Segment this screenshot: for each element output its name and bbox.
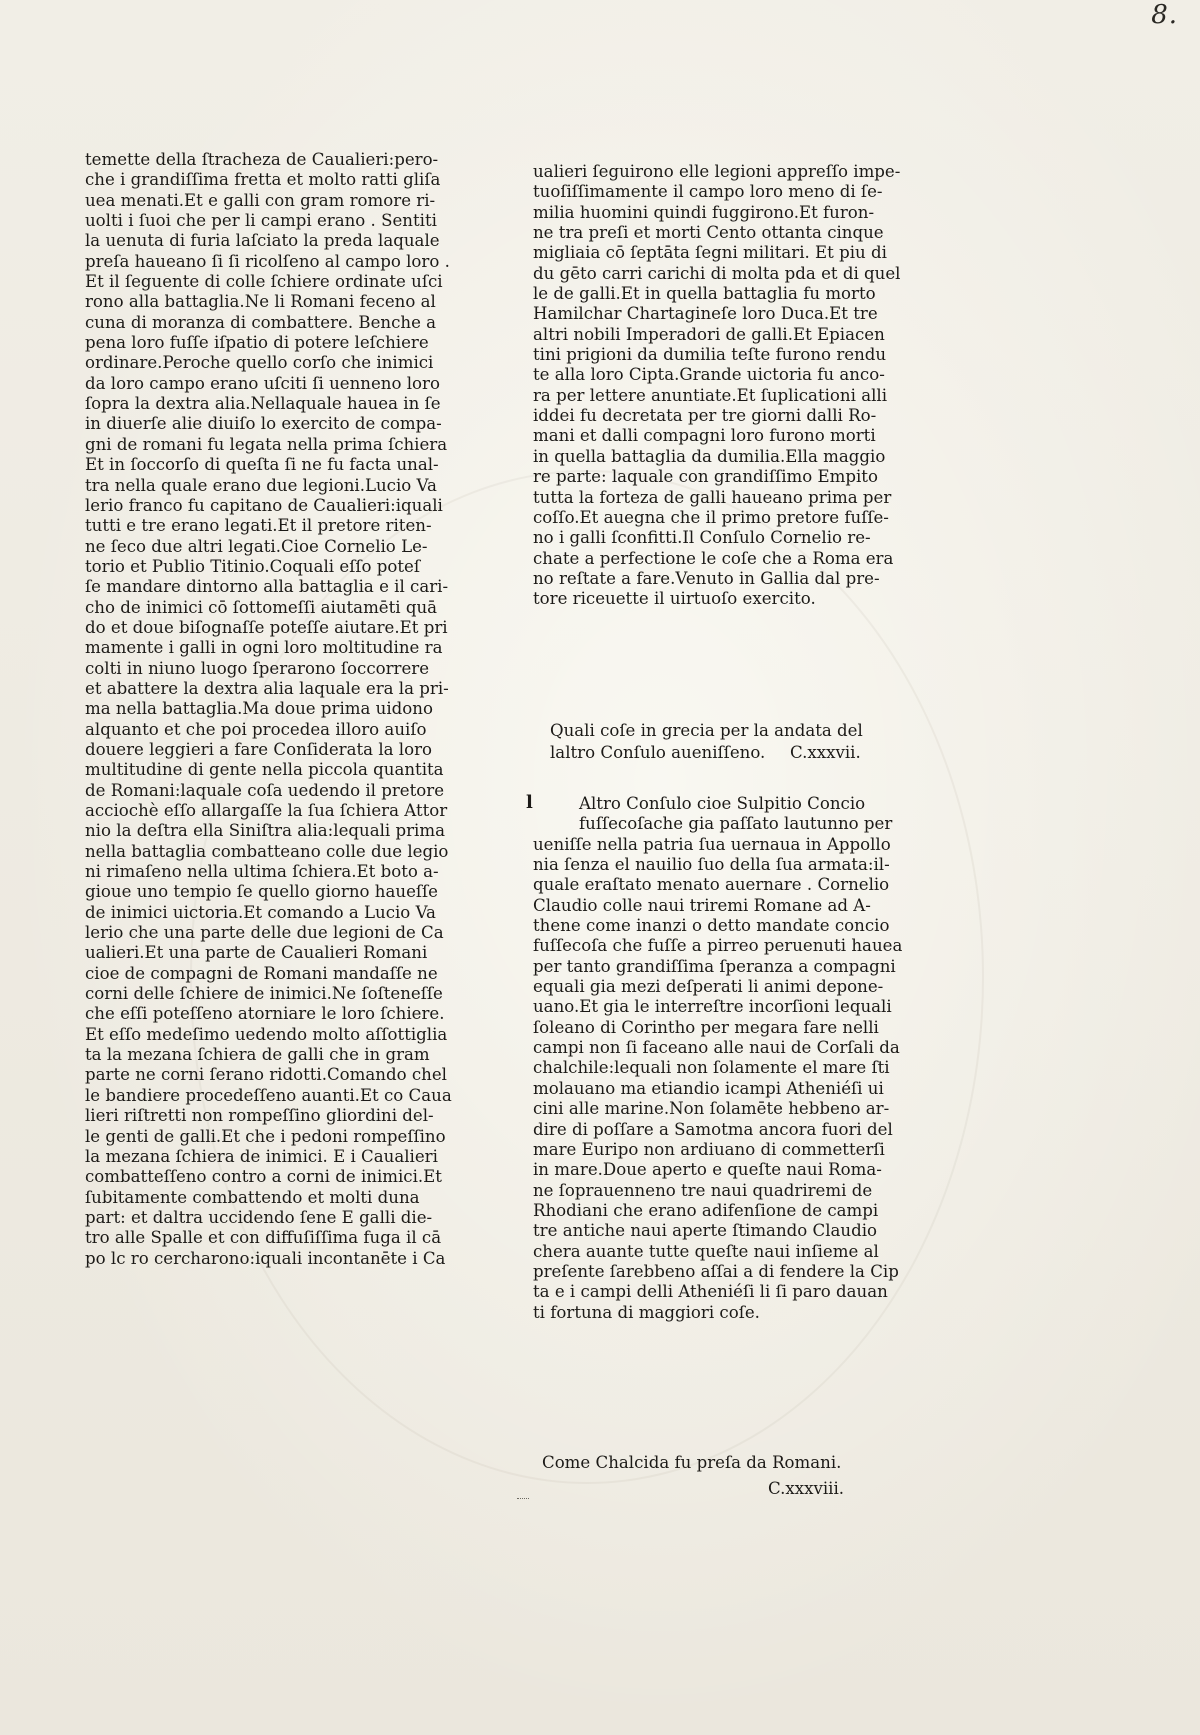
- text-line: do et doue biſognaſſe poteſſe aiutare.Et pri: [85, 617, 448, 637]
- chapter-137-number: C.xxxvii.: [790, 743, 861, 762]
- text-line: altri nobili Imperadori de galli.Et Epiacen: [533, 324, 885, 344]
- text-line: ni rimaſeno nella ultima ſchiera.Et boto a-: [85, 862, 439, 882]
- text-line: chera auante tutte queſte naui inſieme al: [533, 1241, 879, 1261]
- text-line: thene come inanzi o detto mandate concio: [533, 916, 890, 936]
- chapter-138-number: C.xxxviii.: [768, 1479, 845, 1498]
- text-line: Rhodiani che erano adifenſione de campi: [533, 1200, 879, 1220]
- text-line: tore riceuette il uirtuoſo exercito.: [533, 589, 816, 609]
- text-line: gioue uno tempio ſe quello giorno haueſſe: [85, 882, 438, 902]
- chapter-137-heading-line1: Quali coſe in grecia per la andata del: [550, 721, 863, 740]
- text-line: de inimici uictoria.Et comando a Lucio Va: [85, 902, 436, 922]
- text-line: ma nella battaglia.Ma doue prima uidono: [85, 699, 433, 719]
- text-line: campi non ſi faceano alle naui de Corſali da: [533, 1038, 900, 1058]
- text-line: in diuerſe alie diuiſo lo exercito de compa-: [85, 414, 442, 434]
- text-line: uano.Et gia le interreſtre incorſioni lequali: [533, 997, 892, 1017]
- initial-letter: l: [526, 792, 533, 813]
- text-line: iddei fu decretata per tre giorni dalli Ro-: [533, 406, 877, 426]
- text-line: parte ne corni ſerano ridotti.Comando chel: [85, 1065, 447, 1085]
- text-line: in mare.Doue aperto e queſte naui Roma-: [533, 1160, 882, 1180]
- text-line: in quella battaglia da dumilia.Ella maggio: [533, 446, 886, 466]
- text-line: de Romani:laquale coſa uedendo il pretore: [85, 780, 445, 800]
- text-line: douere leggieri a fare Conſiderata la loro: [85, 739, 433, 759]
- text-line: ſubitamente combattendo et molti duna: [85, 1187, 420, 1207]
- text-line: ſoleano di Corintho per megara fare nelli: [533, 1017, 879, 1037]
- text-line: rono alla battaglia.Ne li Romani feceno al: [85, 292, 436, 312]
- text-line: corni delle ſchiere de inimici.Ne ſoſteneſſe: [85, 984, 443, 1004]
- text-line: ne ſeco due altri legati.Cioe Cornelio Le-: [85, 536, 428, 556]
- text-line: tutta la forteza de galli haueano prima per: [533, 487, 892, 507]
- text-line: no reſtate a fare.Venuto in Gallia dal pre-: [533, 568, 880, 588]
- text-line: ordinare.Peroche quello corſo che inimici: [85, 353, 434, 373]
- text-line: coſſo.Et auegna che il primo pretore fuſſe-: [533, 507, 889, 527]
- text-line: la uenuta di furia laſciato la preda laquale: [85, 231, 440, 251]
- text-line: lerio che una parte delle due legioni de Ca: [85, 923, 444, 943]
- text-line: che eſſi poteſſeno atorniare le loro ſchiere.: [85, 1004, 445, 1024]
- text-line: Et in ſoccorſo di queſta ſi ne fu facta unal-: [85, 455, 439, 475]
- text-line: ti fortuna di maggiori coſe.: [533, 1302, 760, 1322]
- text-line: ſopra la dextra alia.Nellaquale hauea in ſe: [85, 394, 441, 414]
- text-line: cini alle marine.Non ſolamēte hebbeno ar-: [533, 1099, 890, 1119]
- text-line: nella battaglia combatteano colle due legio: [85, 841, 449, 861]
- text-line: fuſſecoſa che fuſſe a pirreo peruenuti hauea: [533, 936, 903, 956]
- right-column-top: [533, 162, 901, 610]
- text-line: Et il ſeguente di colle ſchiere ordinate uſci: [85, 272, 443, 292]
- folio-number: 8.: [1151, 0, 1178, 30]
- text-line: Claudio colle naui triremi Romane ad A-: [533, 895, 871, 915]
- text-line: lieri riſtretti non rompeſſino gliordini del-: [85, 1106, 434, 1126]
- text-line: mamente i galli in ogni loro moltitudine ra: [85, 638, 443, 658]
- text-line: fuſſecoſache gia paſſato lautunno per: [579, 814, 893, 834]
- text-line: ueniſſe nella patria ſua uernaua in Appollo: [533, 834, 891, 854]
- text-line: tra nella quale erano due legioni.Lucio Va: [85, 475, 437, 495]
- text-line: temette della ſtracheza de Caualieri:pero-: [85, 150, 439, 169]
- text-line: part: et daltra uccidendo ſene E galli die-: [85, 1207, 433, 1227]
- text-line: uolti i ſuoi che per li campi erano . Sentiti: [85, 211, 437, 231]
- text-line: colti in niuno luogo ſperarono ſoccorrere: [85, 658, 430, 678]
- text-line: mare Euripo non ardiuano di commetterſi: [533, 1139, 885, 1159]
- text-line: ta la mezana ſchiera de galli che in gram: [85, 1045, 430, 1065]
- text-line: le de galli.Et in quella battaglia fu morto: [533, 284, 876, 304]
- text-line: tutti e tre erano legati.Et il pretore riten-: [85, 516, 432, 536]
- text-line: tuoſiſſimamente il campo loro meno di ſe-: [533, 182, 883, 202]
- text-line: te alla loro Cipta.Grande uictoria fu anco-: [533, 365, 885, 385]
- text-line: le genti de galli.Et che i pedoni rompeſſino: [85, 1126, 446, 1146]
- text-line: Et eſſo medeſimo uedendo molto aſſottiglia: [85, 1024, 448, 1044]
- text-line: et abattere la dextra alia laquale era la pri-: [85, 678, 449, 698]
- text-line: acciochè eſſo allargaſſe la ſua ſchiera Attor: [85, 801, 448, 820]
- text-line: preſa haueano ſi ſi ricolſeno al campo loro .: [85, 251, 450, 271]
- text-line: cho de inimici cō ſottomeſſi aiutamēti quā: [85, 597, 438, 617]
- text-line: Hamilchar Chartagineſe loro Duca.Et tre: [533, 304, 878, 324]
- text-line: tini prigioni da dumilia teſte furono rendu: [533, 345, 887, 365]
- text-line: ne tra preſi et morti Cento ottanta cinque: [533, 223, 884, 243]
- text-line: multitudine di gente nella piccola quantita: [85, 760, 444, 780]
- text-line: pena loro fuſſe iſpatio di potere leſchiere: [85, 333, 429, 353]
- text-line: combatteſſeno contro a corni de inimici.Et: [85, 1167, 442, 1187]
- text-line: ne ſoprauenneno tre naui quadriremi de: [533, 1180, 873, 1200]
- text-line: uea menati.Et e galli con gram romore ri-: [85, 190, 436, 210]
- right-column-bottom: [533, 794, 902, 1323]
- text-line: lerio franco fu capitano de Caualieri:iquali: [85, 495, 443, 515]
- text-line: equali gia mezi deſperati li animi depone-: [533, 977, 884, 997]
- text-line: che i grandiſſima fretta et molto ratti gliſa: [85, 170, 441, 190]
- text-line: nio la deſtra ella Siniſtra alia:lequali prima: [85, 821, 445, 841]
- text-line: po lc ro cercharono:iquali incontanēte i Ca: [85, 1248, 446, 1268]
- chapter-138-heading: Come Chalcida fu preſa da Romani.: [542, 1453, 842, 1472]
- text-line: molauano ma etiandio icampi Atheniéſi ui: [533, 1078, 884, 1098]
- text-line: quale eraſtato menato auernare . Cornelio: [533, 875, 890, 895]
- text-line: ra per lettere anuntiate.Et ſuplicationi alli: [533, 385, 888, 405]
- left-column: [85, 150, 452, 1269]
- text-line: ualieri ſeguirono elle legioni appreſſo impe-: [533, 162, 901, 181]
- text-line: mani et dalli compagni loro furono morti: [533, 426, 876, 446]
- text-line: tre antiche naui aperte ſtimando Claudio: [533, 1221, 878, 1241]
- text-line: gni de romani fu legata nella prima ſchiera: [85, 434, 448, 454]
- text-line: ualieri.Et una parte de Caualieri Romani: [85, 943, 428, 963]
- chapter-137-heading-line2: laltro Conſulo aueniſſeno.: [550, 743, 766, 762]
- text-line: le bandiere procedeſſeno auanti.Et co Caua: [85, 1085, 452, 1105]
- text-line: la mezana ſchiera de inimici. E i Caualieri: [85, 1146, 438, 1166]
- text-line: preſente ſarebbeno aſſai a di fendere la Cip: [533, 1261, 899, 1281]
- text-line: torio et Publio Titinio.Coquali eſſo poteſ: [85, 556, 420, 576]
- text-line: ſe mandare dintorno alla battaglia e il cari-: [85, 577, 449, 597]
- text-line: da loro campo erano uſciti ſi uenneno loro: [85, 373, 440, 393]
- text-line: dire di poſſare a Samotma ancora fuori del: [533, 1119, 893, 1139]
- text-line: tro alle Spalle et con diffuſiſſima fuga il cā: [85, 1228, 442, 1248]
- text-line: chate a perfectione le coſe che a Roma era: [533, 548, 894, 568]
- ink-speck: [517, 1498, 529, 1502]
- text-line: cioe de compagni de Romani mandaſſe ne: [85, 963, 438, 983]
- text-line: re parte: laquale con grandiſſimo Empito: [533, 467, 878, 487]
- text-line: no i galli ſconfitti.Il Conſulo Cornelio re-: [533, 528, 871, 548]
- text-line: ta e i campi delli Atheniéſi li ſi paro dauan: [533, 1282, 888, 1302]
- text-line: Altro Conſulo cioe Sulpitio Concio: [579, 794, 866, 813]
- text-line: alquanto et che poi procedea illoro auiſo: [85, 719, 427, 739]
- text-line: nia ſenza el nauilio ſuo della ſua armata:il-: [533, 855, 890, 875]
- text-line: cuna di moranza di combattere. Benche a: [85, 312, 437, 332]
- text-line: milia huomini quindi fuggirono.Et furon-: [533, 202, 875, 222]
- text-line: per tanto grandiſſima ſperanza a compagni: [533, 956, 896, 976]
- text-line: migliaia cō ſeptāta ſegni militari. Et piu di: [533, 243, 887, 263]
- text-line: chalchile:lequali non ſolamente el mare ſti: [533, 1058, 890, 1078]
- text-line: du gēto carri carichi di molta pda et di quel: [533, 263, 901, 283]
